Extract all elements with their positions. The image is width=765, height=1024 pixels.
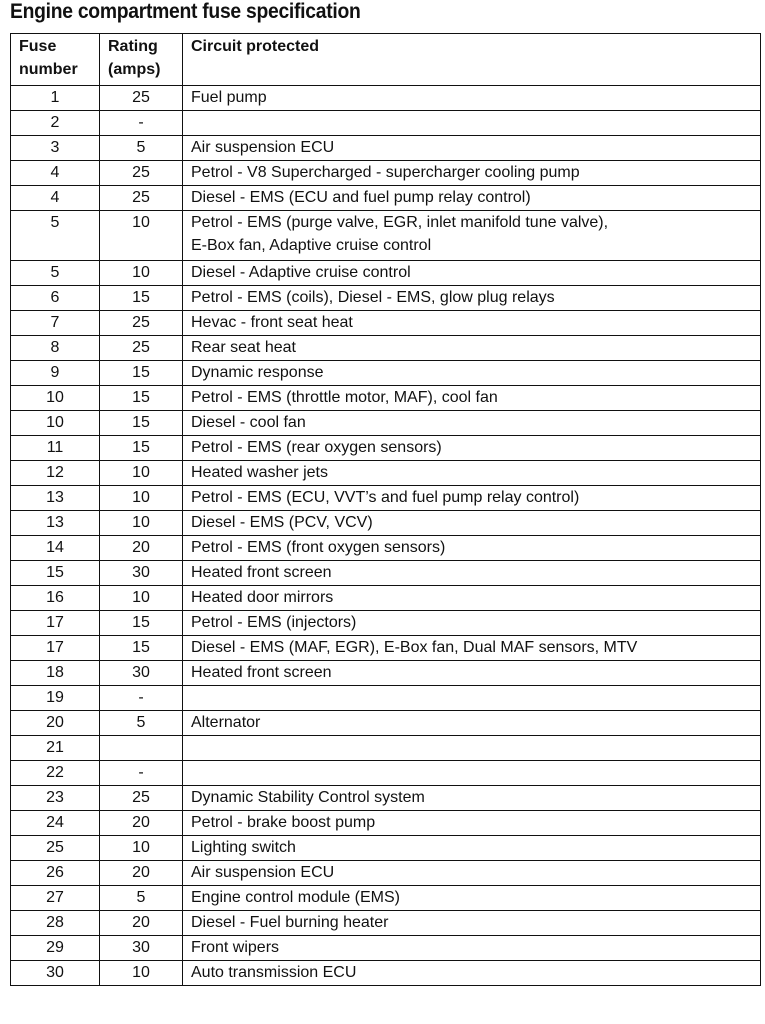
circuit-cell: Heated door mirrors (183, 586, 761, 611)
circuit-cell: Petrol - EMS (front oxygen sensors) (183, 536, 761, 561)
fuse-number-cell: 2 (11, 111, 100, 136)
rating-cell: 25 (100, 311, 183, 336)
circuit-cell (183, 761, 761, 786)
header-fuse-number-line1: Fuse (19, 38, 57, 55)
fuse-number-cell: 28 (11, 911, 100, 936)
rating-cell: 10 (100, 211, 183, 261)
circuit-cell: Petrol - EMS (injectors) (183, 611, 761, 636)
header-fuse-number (11, 34, 100, 86)
fuse-number-cell: 13 (11, 511, 100, 536)
fuse-number-cell: 27 (11, 886, 100, 911)
circuit-cell: Heated front screen (183, 661, 761, 686)
table-row (11, 161, 761, 186)
fuse-number-cell: 16 (11, 586, 100, 611)
table-row (11, 261, 761, 286)
table-row (11, 661, 761, 686)
rating-cell: 30 (100, 936, 183, 961)
fuse-number-cell: 22 (11, 761, 100, 786)
table-row (11, 111, 761, 136)
rating-cell: 30 (100, 661, 183, 686)
circuit-cell: Alternator (183, 711, 761, 736)
rating-cell: 20 (100, 911, 183, 936)
fuse-number-cell: 4 (11, 161, 100, 186)
header-fuse-number-line2: number (19, 61, 78, 78)
circuit-cell (183, 211, 761, 261)
rating-cell (100, 736, 183, 761)
fuse-number-cell: 13 (11, 486, 100, 511)
fuse-number-cell: 1 (11, 86, 100, 111)
circuit-cell: Heated front screen (183, 561, 761, 586)
rating-cell: 15 (100, 636, 183, 661)
fuse-number-cell: 19 (11, 686, 100, 711)
rating-cell: 10 (100, 486, 183, 511)
table-row (11, 936, 761, 961)
circuit-cell: Diesel - EMS (ECU and fuel pump relay control) (183, 186, 761, 211)
circuit-line-2: E-Box fan, Adaptive cruise control (191, 237, 432, 254)
rating-cell: 10 (100, 836, 183, 861)
table-row (11, 186, 761, 211)
circuit-cell: Air suspension ECU (183, 136, 761, 161)
circuit-cell: Petrol - EMS (throttle motor, MAF), cool fan (183, 386, 761, 411)
circuit-cell (183, 686, 761, 711)
header-rating-line2: (amps) (108, 61, 161, 78)
circuit-cell: Dynamic response (183, 361, 761, 386)
circuit-cell: Petrol - brake boost pump (183, 811, 761, 836)
fuse-number-cell: 26 (11, 861, 100, 886)
rating-cell: - (100, 111, 183, 136)
circuit-cell: Petrol - EMS (rear oxygen sensors) (183, 436, 761, 461)
circuit-cell: Air suspension ECU (183, 861, 761, 886)
table-row (11, 386, 761, 411)
fuse-number-cell: 10 (11, 411, 100, 436)
circuit-cell: Front wipers (183, 936, 761, 961)
table-row (11, 811, 761, 836)
table-row (11, 311, 761, 336)
fuse-number-cell: 6 (11, 286, 100, 311)
fuse-number-cell: 9 (11, 361, 100, 386)
table-row (11, 486, 761, 511)
header-rating-line1: Rating (108, 38, 158, 55)
circuit-cell: Rear seat heat (183, 336, 761, 361)
fuse-number-cell: 8 (11, 336, 100, 361)
table-row (11, 436, 761, 461)
fuse-number-cell: 11 (11, 436, 100, 461)
rating-cell: 15 (100, 411, 183, 436)
fuse-number-cell: 5 (11, 261, 100, 286)
fuse-number-cell: 5 (11, 211, 100, 261)
table-row (11, 836, 761, 861)
fuse-number-cell: 15 (11, 561, 100, 586)
header-rating (100, 34, 183, 86)
circuit-cell: Fuel pump (183, 86, 761, 111)
circuit-line-1: Petrol - EMS (purge valve, EGR, inlet manifold tune valve), (191, 214, 609, 231)
fuse-number-cell: 18 (11, 661, 100, 686)
fuse-rows (11, 86, 761, 986)
table-row (11, 561, 761, 586)
table-row (11, 911, 761, 936)
circuit-cell (183, 111, 761, 136)
rating-cell: 20 (100, 861, 183, 886)
page-title: Engine compartment fuse specification (10, 0, 361, 23)
table-row (11, 636, 761, 661)
circuit-cell: Diesel - Fuel burning heater (183, 911, 761, 936)
fuse-number-cell: 20 (11, 711, 100, 736)
fuse-number-cell: 4 (11, 186, 100, 211)
header-circuit: Circuit protected (183, 34, 761, 86)
circuit-cell: Dynamic Stability Control system (183, 786, 761, 811)
fuse-number-cell: 17 (11, 611, 100, 636)
table-row (11, 686, 761, 711)
fuse-number-cell: 17 (11, 636, 100, 661)
table-row (11, 461, 761, 486)
rating-cell: 25 (100, 786, 183, 811)
fuse-number-cell: 7 (11, 311, 100, 336)
rating-cell: 20 (100, 536, 183, 561)
table-row (11, 586, 761, 611)
rating-cell: 10 (100, 511, 183, 536)
circuit-cell: Diesel - Adaptive cruise control (183, 261, 761, 286)
circuit-cell: Diesel - EMS (MAF, EGR), E-Box fan, Dual MAF sensors, MTV (183, 636, 761, 661)
rating-cell: 10 (100, 461, 183, 486)
rating-cell: 10 (100, 586, 183, 611)
table-row (11, 961, 761, 986)
circuit-cell (183, 736, 761, 761)
fuse-number-cell: 14 (11, 536, 100, 561)
rating-cell: 15 (100, 611, 183, 636)
fuse-number-cell: 3 (11, 136, 100, 161)
table-row (11, 536, 761, 561)
fuse-number-cell: 23 (11, 786, 100, 811)
rating-cell: 5 (100, 711, 183, 736)
circuit-cell: Diesel - EMS (PCV, VCV) (183, 511, 761, 536)
circuit-cell: Diesel - cool fan (183, 411, 761, 436)
rating-cell: 5 (100, 886, 183, 911)
fuse-number-cell: 10 (11, 386, 100, 411)
fuse-number-cell: 29 (11, 936, 100, 961)
rating-cell: 25 (100, 186, 183, 211)
fuse-number-cell: 24 (11, 811, 100, 836)
table-row (11, 336, 761, 361)
rating-cell: - (100, 686, 183, 711)
rating-cell: 25 (100, 86, 183, 111)
table-row (11, 286, 761, 311)
table-row (11, 886, 761, 911)
rating-cell: 5 (100, 136, 183, 161)
circuit-cell: Petrol - EMS (coils), Diesel - EMS, glow plug relays (183, 286, 761, 311)
rating-cell: 25 (100, 161, 183, 186)
fuse-number-cell: 30 (11, 961, 100, 986)
fuse-number-cell: 25 (11, 836, 100, 861)
rating-cell: 10 (100, 961, 183, 986)
rating-cell: 10 (100, 261, 183, 286)
rating-cell: 15 (100, 361, 183, 386)
table-row (11, 211, 761, 261)
table-row (11, 136, 761, 161)
table-row (11, 511, 761, 536)
rating-cell: 30 (100, 561, 183, 586)
table-row (11, 611, 761, 636)
circuit-cell: Petrol - EMS (ECU, VVT’s and fuel pump relay control) (183, 486, 761, 511)
table-row (11, 736, 761, 761)
circuit-cell: Lighting switch (183, 836, 761, 861)
fuse-number-cell: 12 (11, 461, 100, 486)
table-row (11, 761, 761, 786)
circuit-cell: Engine control module (EMS) (183, 886, 761, 911)
table-row (11, 86, 761, 111)
rating-cell: 25 (100, 336, 183, 361)
circuit-cell: Petrol - V8 Supercharged - supercharger cooling pump (183, 161, 761, 186)
table-header-row (11, 34, 761, 86)
rating-cell: 15 (100, 286, 183, 311)
fuse-number-cell: 21 (11, 736, 100, 761)
table-row (11, 861, 761, 886)
rating-cell: - (100, 761, 183, 786)
circuit-cell: Auto transmission ECU (183, 961, 761, 986)
rating-cell: 15 (100, 386, 183, 411)
circuit-cell: Hevac - front seat heat (183, 311, 761, 336)
fuse-spec-table (10, 33, 761, 986)
table-row (11, 711, 761, 736)
table-row (11, 411, 761, 436)
table-row (11, 786, 761, 811)
rating-cell: 15 (100, 436, 183, 461)
rating-cell: 20 (100, 811, 183, 836)
circuit-cell: Heated washer jets (183, 461, 761, 486)
table-row (11, 361, 761, 386)
